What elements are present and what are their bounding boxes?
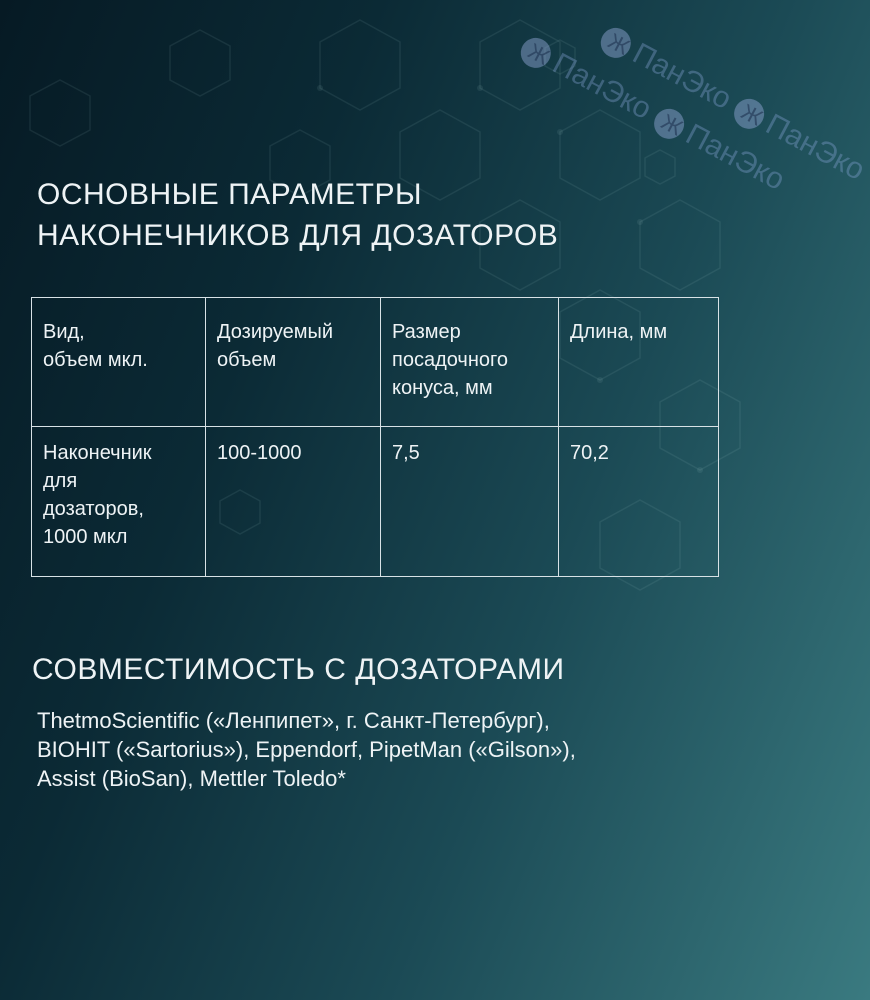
header-type: Вид, объем мкл. <box>32 298 206 427</box>
table-header-row <box>32 298 719 427</box>
panэко-logo-icon <box>515 33 556 74</box>
compatibility-line2: BIOHIT («Sartorius»), Eppendorf, PipetMan («Gilson»), <box>37 737 576 762</box>
cell-dose-volume: 100-1000 <box>206 427 381 577</box>
panэко-logo-icon <box>595 23 636 64</box>
compatibility-heading: СОВМЕСТИМОСТЬ С ДОЗАТОРАМИ <box>32 653 565 686</box>
parameters-heading-line1: ОСНОВНЫЕ ПАРАМЕТРЫ <box>37 178 423 211</box>
compatibility-line3: Assist (BioSan), Mettler Toledo* <box>37 766 346 791</box>
cell-type: Наконечник для дозаторов, 1000 мкл <box>32 427 206 577</box>
cell-cone-size: 7,5 <box>381 427 559 577</box>
cell-length: 70,2 <box>559 427 719 577</box>
table-row <box>32 427 719 577</box>
panэко-logo-icon <box>649 104 690 145</box>
compatibility-text <box>37 706 717 793</box>
parameters-heading-line2: НАКОНЕЧНИКОВ ДЛЯ ДОЗАТОРОВ <box>37 219 559 252</box>
parameters-table <box>31 297 719 577</box>
header-dose-volume: Дозируемый объем <box>206 298 381 427</box>
watermark-row: ЖПанЭко ЖПанЭко <box>515 30 790 198</box>
watermark-row: ЖПанЭко ЖПанЭко <box>595 20 870 188</box>
header-length: Длина, мм <box>559 298 719 427</box>
header-cone-size: Размер посадочного конуса, мм <box>381 298 559 427</box>
parameters-heading <box>37 174 697 256</box>
panэко-logo-icon <box>729 94 770 135</box>
compatibility-line1: ThetmoScientific («Ленпипет», г. Санкт-Петербург), <box>37 708 550 733</box>
